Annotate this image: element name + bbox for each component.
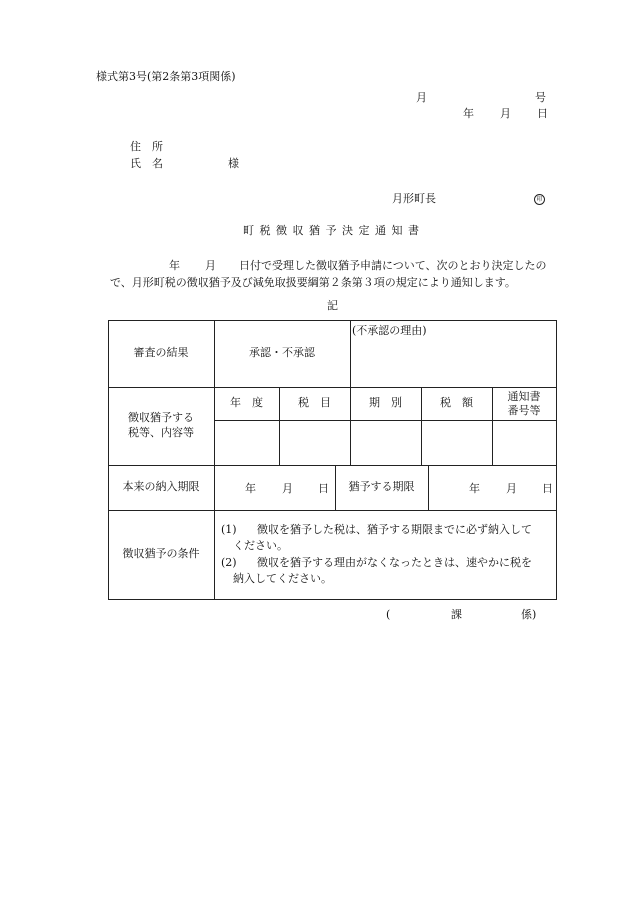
due-date-label: 本来の納入期限	[122, 480, 200, 494]
date-day: 日	[537, 107, 548, 120]
grace-period-label: 猶予する期限	[348, 480, 415, 494]
header-number: 号	[535, 91, 546, 104]
target-label-line1: 徴収猶予する	[128, 411, 194, 425]
form-label: 様式第3号(第2条第3項関係)	[96, 70, 236, 83]
condition1-line2: ください。	[233, 539, 288, 552]
due-year: 年	[245, 482, 256, 495]
document-title: 町税徴収猶予決定通知書	[243, 224, 425, 237]
grace-year: 年	[469, 482, 480, 495]
target-label	[108, 387, 214, 465]
condition2-line1: 徴収を猶予する理由がなくなったときは、速やかに税を	[257, 556, 532, 569]
notice-number-line2: 番号等	[507, 403, 541, 417]
body-line1: 日付で受理した徴収猶予申請について、次のとおり決定したの	[239, 259, 547, 272]
column-period: 期 別	[369, 396, 402, 410]
body-line2: で、月形町税の徴収猶予及び減免取扱要綱第２条第３項の規定により通知します。	[110, 276, 516, 289]
condition1-number: (1)	[221, 523, 237, 536]
review-result-label: 審査の結果	[133, 346, 189, 360]
rejection-reason-label: (不承認の理由)	[352, 324, 427, 337]
name-label: 氏 名	[130, 157, 163, 170]
issuer-name: 月形町長	[392, 192, 436, 205]
condition1-line1: 徴収を猶予した税は、猶予する期限までに必ず納入して	[257, 523, 532, 536]
seal-icon: 印	[534, 194, 545, 205]
column-tax-item: 税 目	[298, 396, 331, 410]
review-result-value: 承認・不承認	[249, 346, 315, 360]
condition2-line2: 納入してください。	[233, 572, 332, 585]
footer-section: 課	[451, 608, 462, 621]
conditions-label: 徴収猶予の条件	[122, 547, 200, 561]
grace-day: 日	[542, 482, 553, 495]
footer-open-paren: (	[386, 608, 391, 621]
target-label-line2: 税等、内容等	[128, 426, 194, 439]
honorific: 様	[228, 157, 239, 170]
column-tax-amount: 税 額	[440, 396, 473, 410]
address-label: 住 所	[130, 140, 163, 153]
due-day: 日	[318, 482, 329, 495]
date-month: 月	[500, 107, 511, 120]
footer-staff: 係)	[521, 608, 537, 621]
notice-number-line1: 通知書	[507, 390, 541, 404]
header-month: 月	[416, 91, 427, 104]
column-notice-number	[492, 387, 556, 420]
column-fiscal-year: 年 度	[230, 396, 263, 410]
seal-mark	[534, 192, 545, 205]
body-year: 年	[169, 259, 180, 272]
grace-month: 月	[506, 482, 517, 495]
ki-mark: 記	[327, 299, 338, 312]
body-month: 月	[205, 259, 216, 272]
condition2-number: (2)	[221, 556, 237, 569]
due-month: 月	[282, 482, 293, 495]
date-year: 年	[463, 107, 474, 120]
